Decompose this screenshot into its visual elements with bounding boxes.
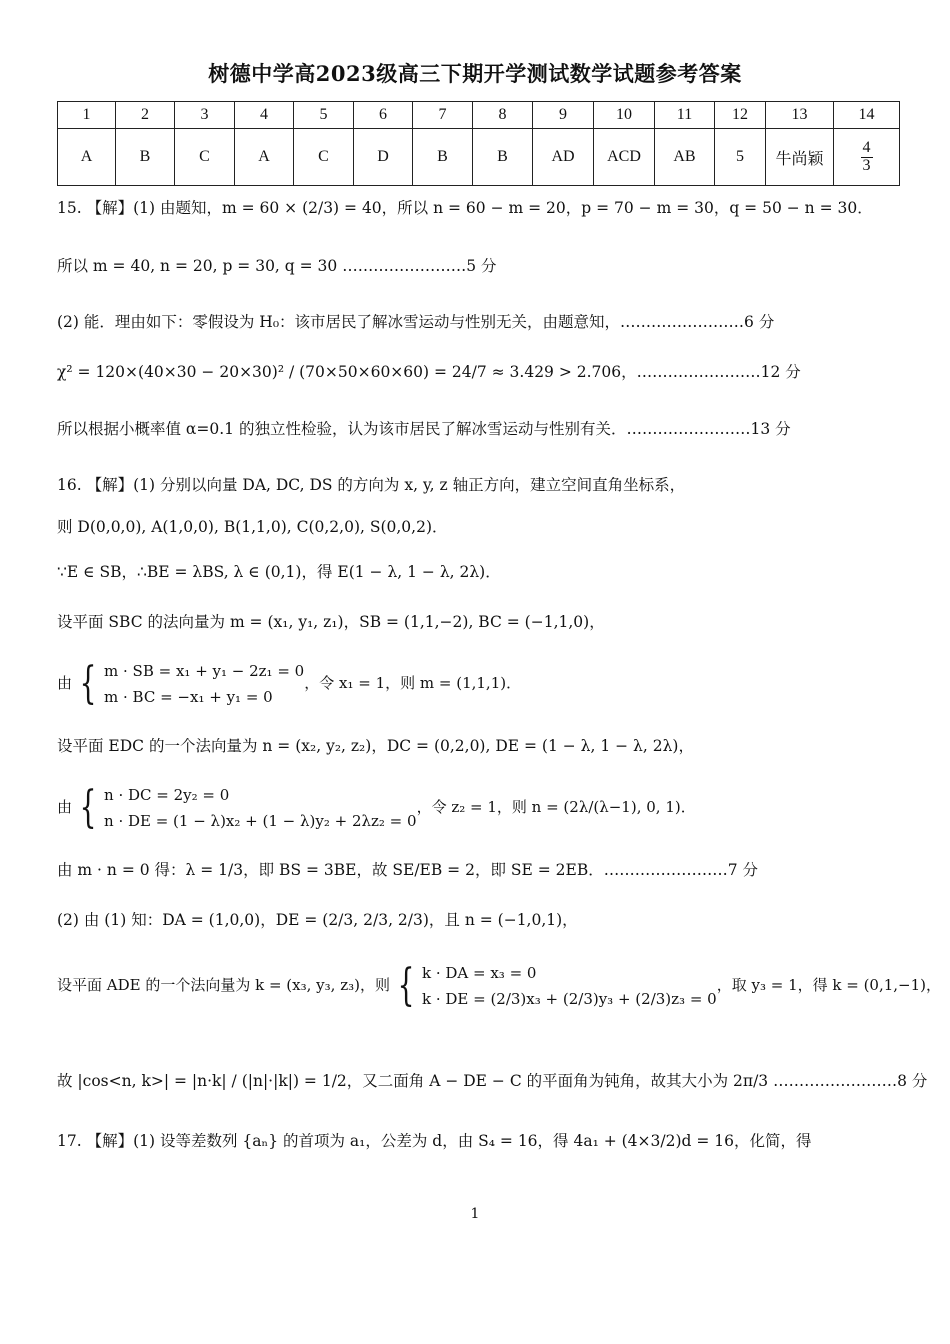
question-number-cell: 6 — [354, 102, 413, 129]
answer-cell-fraction — [834, 129, 900, 186]
answer-cell: A — [58, 129, 116, 186]
answer-cell: B — [116, 129, 175, 186]
question-number-cell: 14 — [834, 102, 900, 129]
question-number-cell: 9 — [533, 102, 594, 129]
answer-cell: D — [354, 129, 413, 186]
answer-cell: AB — [655, 129, 715, 186]
question-number-cell: 2 — [116, 102, 175, 129]
question-number-cell: 13 — [766, 102, 834, 129]
question-number-cell: 11 — [655, 102, 715, 129]
question-number-cell: 10 — [594, 102, 655, 129]
chi-square-formula: χ² = 120×(40×30 − 20×30)² / (70×50×60×60) = 24/7 ≈ 3.429 > 2.706，……………………12 分 — [57, 363, 801, 381]
plane-edc-normal: 设平面 EDC 的一个法向量为 n = (x₂, y₂, z₂)，DC = (0,2,0), DE = (1 − λ, 1 − λ, 2λ)， — [57, 737, 694, 755]
page-number: 1 — [470, 1206, 480, 1222]
answer-cell: AD — [533, 129, 594, 186]
answer-cell: 5 — [715, 129, 766, 186]
question-number-cell: 3 — [175, 102, 235, 129]
question-number-cell: 12 — [715, 102, 766, 129]
plane-sbc-normal: 设平面 SBC 的法向量为 m = (x₁, y₁, z₁)，SB = (1,1,−2), BC = (−1,1,0)， — [57, 613, 605, 631]
system-sbc: 由 { m · SB = x₁ + y₁ − 2z₁ = 0 m · BC = −x₁ + y₁ = 0 ，令 x₁ = 1，则 m = (1,1,1)． — [57, 658, 522, 709]
answer-cell: B — [413, 129, 473, 186]
brace-icon: { — [79, 782, 97, 833]
brace-icon: { — [397, 960, 415, 1011]
answer-cell: C — [294, 129, 354, 186]
answer-cell: 牛尚颖 — [766, 129, 834, 186]
answer-table — [57, 101, 900, 186]
dihedral-angle-result: 故 |cos<n, k>| = |n·k| / (|n|·|k|) = 1/2，又二面角 A − DE − C 的平面角为钝角，故其大小为 2π/3 ……………………8 分 — [57, 1072, 928, 1090]
answer-table-value-row — [58, 129, 900, 186]
question-number-cell: 7 — [413, 102, 473, 129]
system-ade: 设平面 ADE 的一个法向量为 k = (x₃, y₃, z₃)，则 { k · DA = x₃ = 0 k · DE = (2/3)x₃ + (2/3)y₃ + (2/3)z₃ = 0 ，取 y₃ = 1，得 k = (0,1,−1)， — [57, 960, 942, 1011]
question-number-cell: 4 — [235, 102, 294, 129]
answer-cell: C — [175, 129, 235, 186]
answer-cell: A — [235, 129, 294, 186]
lambda-result: 由 m · n = 0 得：λ = 1/3，即 BS = 3BE，故 SE/EB = 2，即 SE = 2EB．……………………7 分 — [57, 861, 759, 879]
page-title: 树德中学高2023级高三下期开学测试数学试题参考答案 — [208, 61, 742, 86]
answer-table-header-row — [58, 102, 900, 129]
question-number-cell: 8 — [473, 102, 533, 129]
answer-cell: ACD — [594, 129, 655, 186]
solution-15-conclusion: 所以根据小概率值 α=0.1 的独立性检验，认为该市居民了解冰雪运动与性别有关．……………………13 分 — [57, 420, 791, 438]
question-number-cell: 1 — [58, 102, 116, 129]
solution-15-part2: (2) 能．理由如下：零假设为 H₀：该市居民了解冰雪运动与性别无关，由题意知，……………………6 分 — [57, 313, 775, 331]
solution-17-part1: 17. 【解】(1) 设等差数列 {aₙ} 的首项为 a₁，公差为 d，由 S₄ = 16，得 4a₁ + (4×3/2)d = 16，化简，得 — [57, 1132, 812, 1150]
answer-cell: B — [473, 129, 533, 186]
question-number-cell: 5 — [294, 102, 354, 129]
coordinates-line: 则 D(0,0,0), A(1,0,0), B(1,1,0), C(0,2,0), S(0,0,2)． — [57, 518, 448, 536]
solution-15-summary: 所以 m = 40, n = 20, p = 30, q = 30 ……………………5 分 — [57, 257, 497, 275]
solution-15-part1: 15. 【解】(1) 由题知，m = 60 × (2/3) = 40，所以 n = 60 − m = 20，p = 70 − m = 30，q = 50 − n = 30． — [57, 199, 873, 217]
solution-16-part1: 16. 【解】(1) 分别以向量 DA, DC, DS 的方向为 x, y, z 轴正方向，建立空间直角坐标系， — [57, 476, 686, 494]
brace-icon: { — [79, 658, 97, 709]
system-edc: 由 { n · DC = 2y₂ = 0 n · DE = (1 − λ)x₂ + (1 − λ)y₂ + 2λz₂ = 0 ，令 z₂ = 1，则 n = (2λ/(λ−1), 0, 1)． — [57, 782, 696, 833]
solution-16-part2: (2) 由 (1) 知：DA = (1,0,0)，DE = (2/3, 2/3, 2/3)，且 n = (−1,0,1)， — [57, 911, 578, 929]
fraction: $\frac{4}{3}$ — [862, 138, 871, 174]
point-e-line: ∵E ∈ SB，∴BE = λBS, λ ∈ (0,1)，得 E(1 − λ, 1 − λ, 2λ)． — [57, 563, 501, 581]
